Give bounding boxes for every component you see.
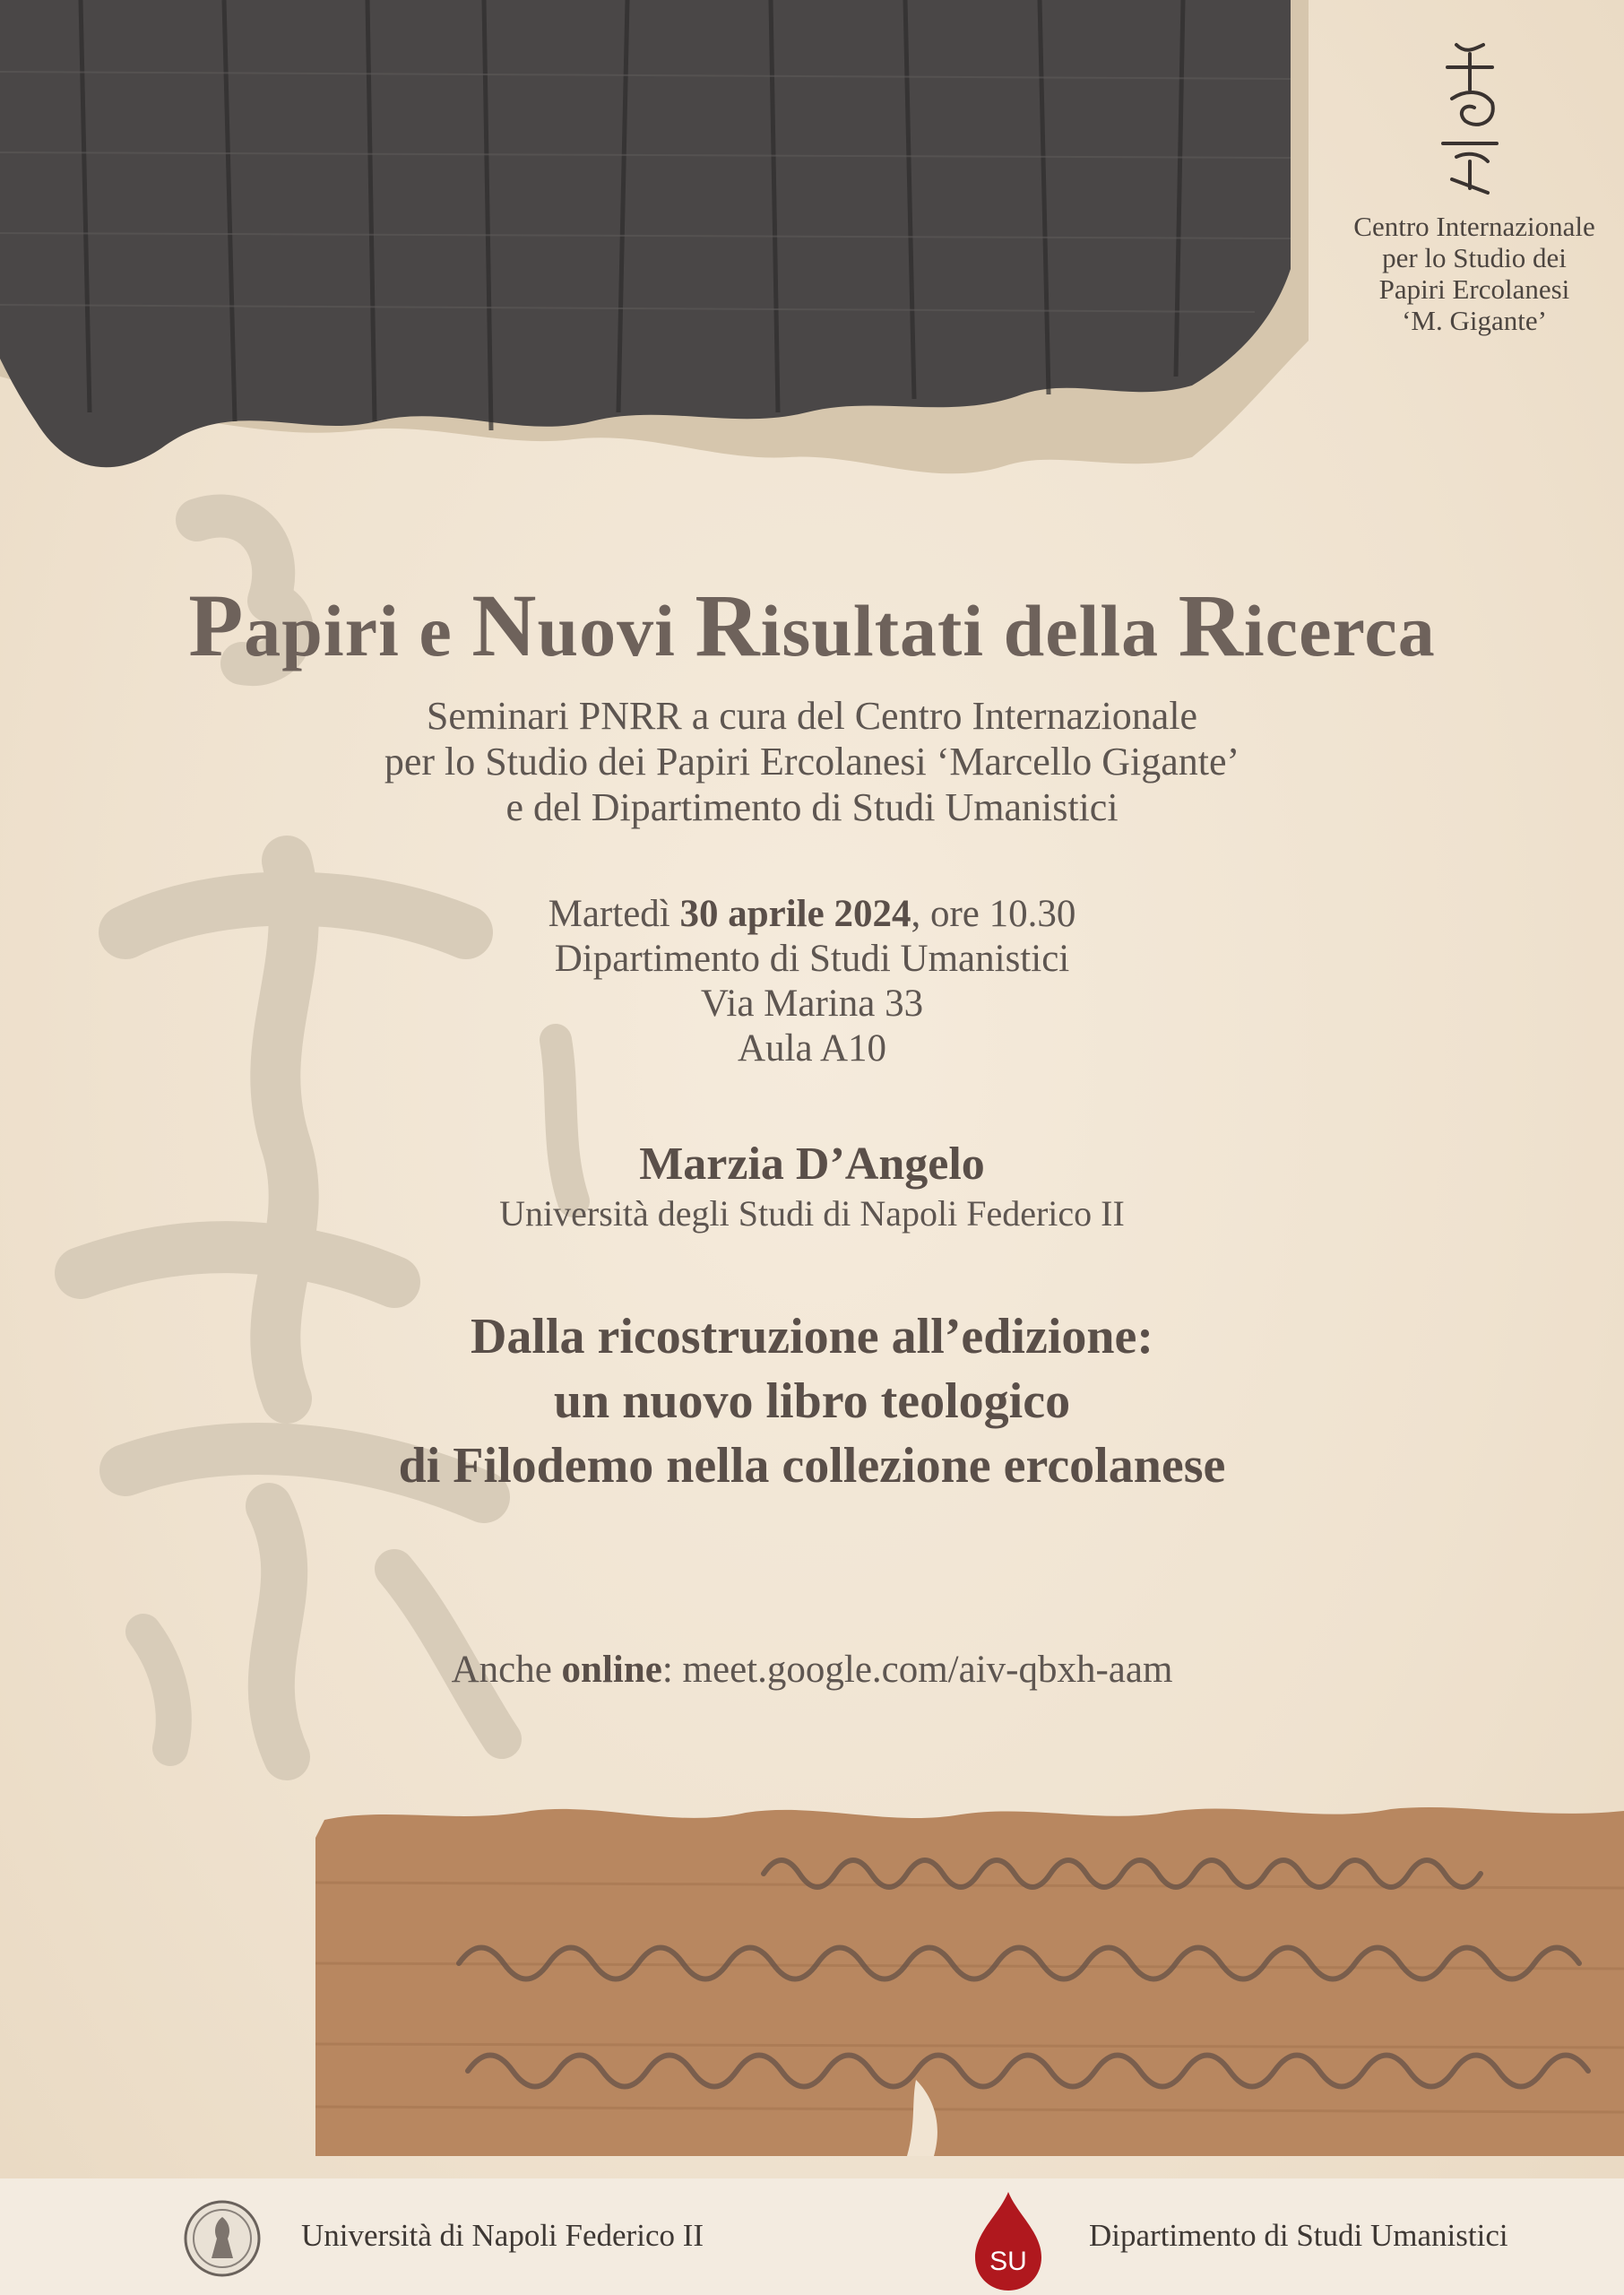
centro-line-4: ‘M. Gigante’ — [1402, 305, 1547, 336]
title-cap-r1: R — [695, 576, 761, 675]
event-venue: Dipartimento di Studi Umanistici — [554, 938, 1070, 980]
centro-line-3: Papiri Ercolanesi — [1378, 273, 1570, 305]
talk-title-line-3: di Filodemo nella collezione ercolanese — [398, 1438, 1226, 1494]
title-word-4: isultati — [760, 590, 985, 671]
university-label: Università di Napoli Federico II — [301, 2218, 704, 2253]
subtitle — [0, 693, 1624, 830]
event-room: Aula A10 — [737, 1027, 887, 1070]
event-address: Via Marina 33 — [700, 983, 924, 1025]
event-date: 30 aprile 2024 — [679, 893, 911, 935]
subtitle-line-2: per lo Studio dei Papiri Ercolanesi ‘Marcello Gigante’ — [384, 740, 1240, 784]
speaker-block — [0, 1137, 1624, 1235]
subtitle-line-3: e del Dipartimento di Studi Umanistici — [505, 785, 1119, 829]
speaker-name: Marzia D’Angelo — [639, 1139, 985, 1190]
meeting-link[interactable]: : meet.google.com/aiv-qbxh-aam — [661, 1649, 1173, 1691]
title-cap-p: P — [188, 576, 245, 675]
event-time: , ore 10.30 — [911, 893, 1076, 935]
centro-line-2: per lo Studio dei — [1382, 242, 1567, 273]
title-word-2: e — [419, 590, 453, 671]
talk-title-line-2: un nuovo libro teologico — [553, 1373, 1071, 1429]
university-seal-icon — [183, 2199, 262, 2278]
su-department-logo-icon — [968, 2187, 1049, 2295]
su-logo-text: SU — [989, 2247, 1027, 2276]
event-day: Martedì — [548, 893, 680, 935]
page-title — [0, 574, 1624, 677]
department-label: Dipartimento di Studi Umanistici — [1089, 2218, 1508, 2253]
online-prefix: Anche — [451, 1649, 562, 1691]
greek-papyrus-image — [315, 1802, 1624, 2156]
title-word-3: uovi — [537, 590, 676, 671]
carbonized-papyrus-image — [0, 0, 1309, 502]
title-word-1: apiri — [244, 590, 400, 671]
title-word-5: della — [1003, 590, 1160, 671]
online-label: online — [561, 1649, 662, 1691]
title-cap-n: N — [471, 576, 538, 675]
talk-title — [0, 1304, 1624, 1498]
centro-name — [1326, 211, 1622, 336]
event-details — [0, 892, 1624, 1071]
subtitle-line-1: Seminari PNRR a cura del Centro Internazionale — [426, 694, 1198, 738]
title-word-6: icerca — [1243, 590, 1436, 671]
event-date-line — [0, 892, 1624, 937]
speaker-affiliation: Università degli Studi di Napoli Federico II — [499, 1193, 1125, 1234]
online-link-line[interactable] — [0, 1648, 1624, 1692]
title-cap-r2: R — [1178, 576, 1244, 675]
centro-logo-icon — [1430, 36, 1510, 197]
centro-line-1: Centro Internazionale — [1353, 211, 1595, 242]
talk-title-line-1: Dalla ricostruzione all’edizione: — [470, 1309, 1154, 1364]
